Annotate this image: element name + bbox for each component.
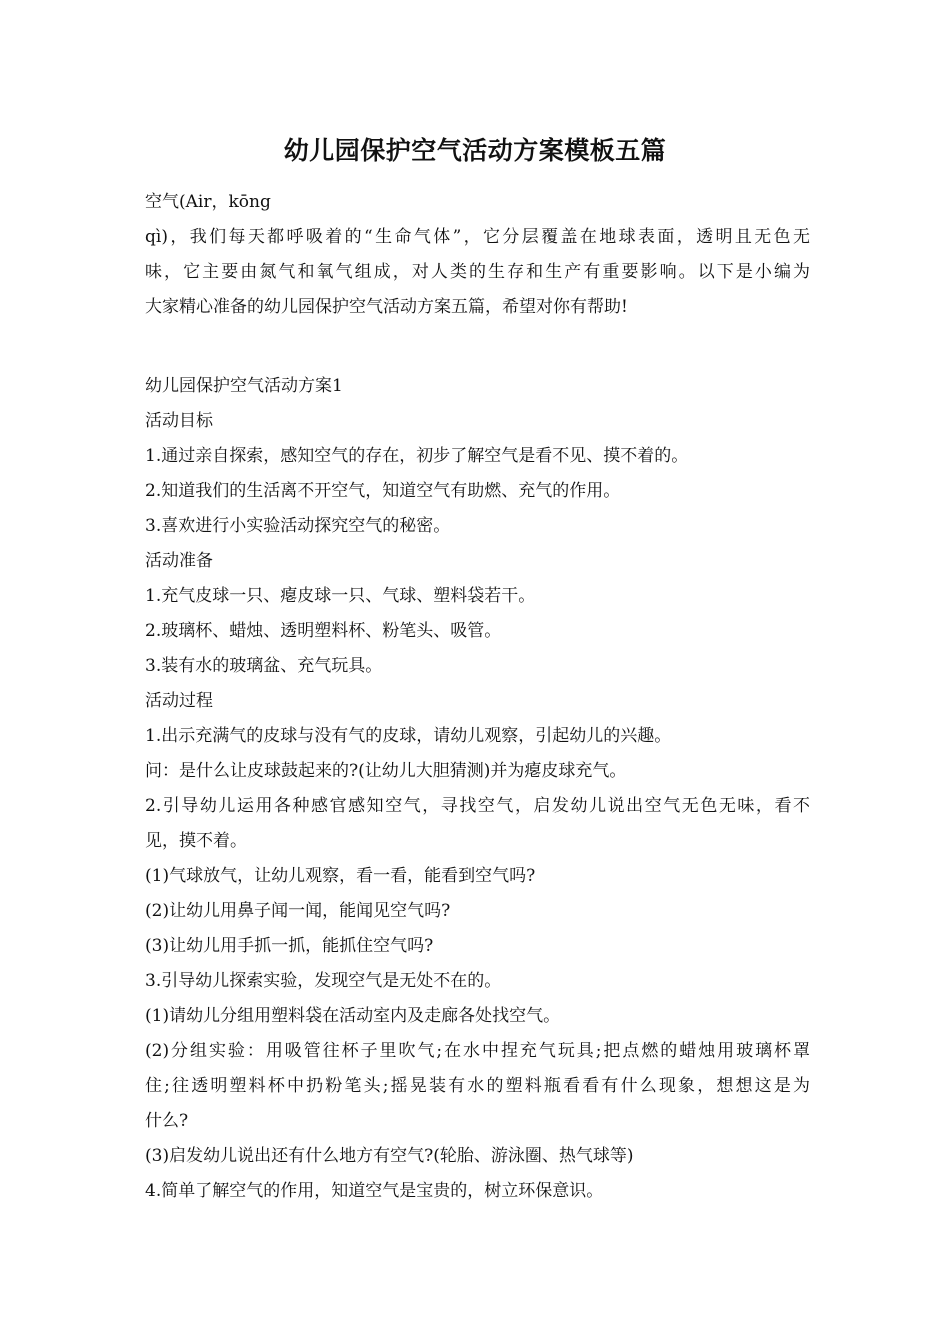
process-item: 住;往透明塑料杯中扔粉笔头;摇晃装有水的塑料瓶看看有什么现象，想想这是为 [145, 1076, 810, 1096]
prep-heading: 活动准备 [145, 551, 213, 571]
goal-item: 1.通过亲自探索，感知空气的存在，初步了解空气是看不见、摸不着的。 [145, 446, 689, 466]
prep-item: 2.玻璃杯、蜡烛、透明塑料杯、粉笔头、吸管。 [145, 621, 502, 641]
process-item: (3)启发幼儿说出还有什么地方有空气?(轮胎、游泳圈、热气球等) [145, 1146, 634, 1166]
section-heading: 幼儿园保护空气活动方案1 [145, 376, 343, 396]
document-title: 幼儿园保护空气活动方案模板五篇 [283, 136, 667, 165]
process-item: 见，摸不着。 [145, 831, 247, 851]
prep-item: 3.装有水的玻璃盆、充气玩具。 [145, 656, 383, 676]
process-item: (2)分组实验：用吸管往杯子里吹气;在水中捏充气玩具;把点燃的蜡烛用玻璃杯罩 [145, 1041, 810, 1061]
intro-line: qì)，我们每天都呼吸着的“生命气体”，它分层覆盖在地球表面，透明且无色无 [145, 227, 810, 247]
prep-item: 1.充气皮球一只、瘪皮球一只、气球、塑料袋若干。 [145, 586, 536, 606]
goal-item: 3.喜欢进行小实验活动探究空气的秘密。 [145, 516, 451, 536]
process-item: (1)气球放气，让幼儿观察，看一看，能看到空气吗? [145, 866, 536, 886]
process-item: (1)请幼儿分组用塑料袋在活动室内及走廊各处找空气。 [145, 1006, 561, 1026]
process-item: (2)让幼儿用鼻子闻一闻，能闻见空气吗? [145, 901, 451, 921]
process-heading: 活动过程 [145, 691, 213, 711]
document-body [145, 185, 810, 1209]
process-item: (3)让幼儿用手抓一抓，能抓住空气吗? [145, 936, 434, 956]
process-item: 1.出示充满气的皮球与没有气的皮球，请幼儿观察，引起幼儿的兴趣。 [145, 726, 672, 746]
intro-line: 大家精心准备的幼儿园保护空气活动方案五篇，希望对你有帮助! [145, 297, 628, 317]
intro-line: 空气(Air，kōng [145, 192, 271, 212]
intro-paragraph [145, 185, 810, 325]
process-item: 4.简单了解空气的作用，知道空气是宝贵的，树立环保意识。 [145, 1181, 604, 1201]
process-item: 问：是什么让皮球鼓起来的?(让幼儿大胆猜测)并为瘪皮球充气。 [145, 761, 627, 781]
intro-line: 味，它主要由氮气和氧气组成，对人类的生存和生产有重要影响。以下是小编为 [145, 262, 810, 282]
process-item: 2.引导幼儿运用各种感官感知空气，寻找空气，启发幼儿说出空气无色无味，看不 [145, 796, 810, 816]
goals-heading: 活动目标 [145, 411, 213, 431]
goal-item: 2.知道我们的生活离不开空气，知道空气有助燃、充气的作用。 [145, 481, 621, 501]
process-item: 3.引导幼儿探索实验，发现空气是无处不在的。 [145, 971, 502, 991]
process-item: 什么? [145, 1111, 189, 1131]
paragraph-gap [145, 325, 810, 369]
